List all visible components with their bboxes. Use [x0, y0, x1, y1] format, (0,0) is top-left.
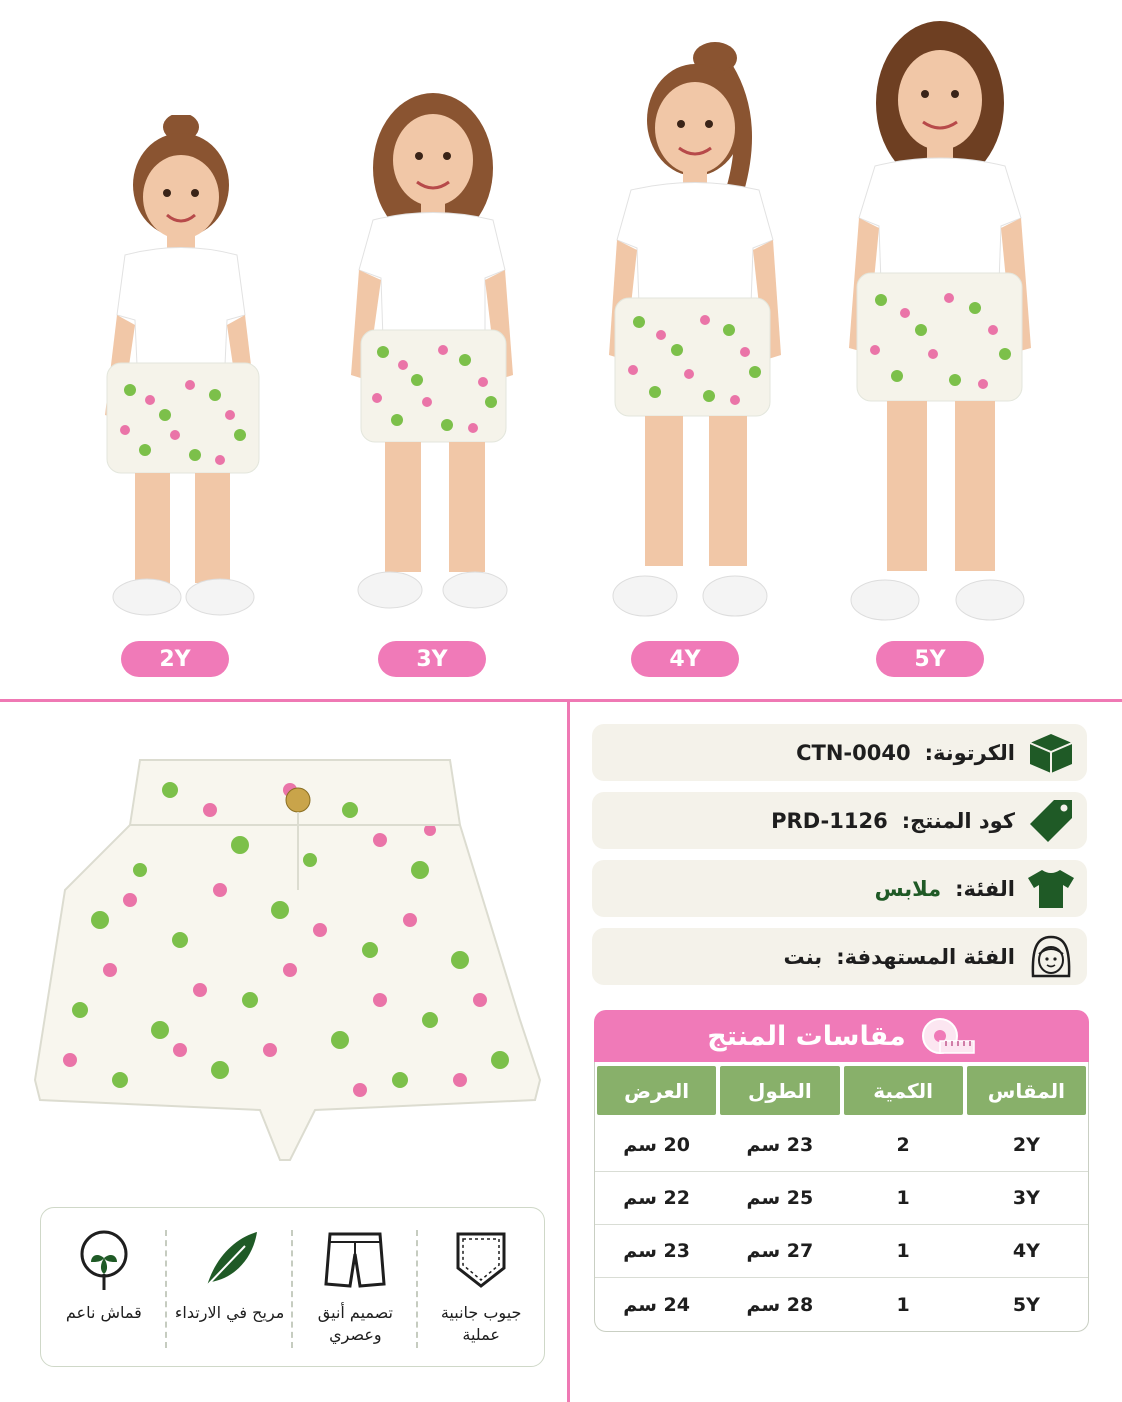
- carton-row: [592, 724, 1087, 781]
- girl-face-icon: [1028, 934, 1074, 980]
- feature-comfort: [167, 1208, 293, 1366]
- size-pill-5y: 5Y: [876, 641, 984, 677]
- cell-width: 20 سم: [623, 1134, 690, 1156]
- cotton-icon: [69, 1228, 139, 1292]
- header-size: المقاس: [967, 1066, 1086, 1115]
- vertical-divider: [567, 702, 570, 1402]
- cell-width: 23 سم: [623, 1240, 690, 1262]
- cell-length: 25 سم: [746, 1187, 814, 1209]
- header-length: الطول: [720, 1066, 839, 1115]
- pocket-icon: [446, 1228, 516, 1292]
- cell-length: 27 سم: [746, 1240, 814, 1262]
- box-icon: [1028, 732, 1074, 774]
- model-4y-photo: [605, 40, 785, 630]
- feature-label: جيوب جانبية عملية: [440, 1303, 522, 1344]
- cell-size: 2Y: [1012, 1134, 1040, 1156]
- model-3y-photo: [345, 90, 520, 630]
- cell-quantity: 2: [896, 1134, 910, 1156]
- target-value: بنت: [783, 944, 823, 969]
- measuring-tape-icon: [920, 1016, 976, 1056]
- horizontal-divider: [0, 699, 1122, 702]
- sizes-title: مقاسات المنتج: [707, 1020, 906, 1052]
- category-value: ملابس: [874, 876, 942, 901]
- sizes-table: [594, 1062, 1089, 1332]
- model-5y-photo: [845, 18, 1035, 630]
- size-pill-3y: 3Y: [378, 641, 486, 677]
- cell-width: 24 سم: [623, 1293, 690, 1316]
- table-row: [595, 1278, 1088, 1331]
- table-header-row: [595, 1062, 1088, 1119]
- carton-value: CTN-0040: [796, 740, 911, 765]
- size-pill-2y: 2Y: [121, 641, 229, 677]
- cell-length: 28 سم: [746, 1293, 814, 1316]
- feature-pockets: [418, 1208, 544, 1366]
- cell-size: 5Y: [1012, 1293, 1040, 1316]
- tshirt-icon: [1026, 868, 1076, 910]
- category-row: [592, 860, 1087, 917]
- feature-label: قماش ناعم: [65, 1303, 142, 1322]
- feature-design: [293, 1208, 419, 1366]
- product-code-label: كود المنتج:: [901, 808, 1015, 833]
- carton-label: الكرتونة:: [924, 740, 1015, 765]
- feature-label: تصميم أنيق وعصري: [317, 1303, 393, 1344]
- feather-icon: [195, 1228, 265, 1292]
- feature-fabric: [41, 1208, 167, 1366]
- cell-quantity: 1: [896, 1240, 910, 1262]
- header-width: العرض: [597, 1066, 716, 1115]
- table-row: [595, 1172, 1088, 1225]
- cell-width: 22 سم: [623, 1187, 690, 1209]
- cell-size: 3Y: [1012, 1187, 1040, 1209]
- target-row: [592, 928, 1087, 985]
- model-2y-photo: [95, 115, 270, 630]
- product-code-value: PRD-1126: [771, 808, 888, 833]
- cell-length: 23 سم: [746, 1134, 814, 1156]
- sizes-header: [594, 1010, 1089, 1062]
- cell-quantity: 1: [896, 1187, 910, 1209]
- features-box: [40, 1207, 545, 1367]
- product-shorts-image: [20, 750, 545, 1170]
- header-quantity: الكمية: [844, 1066, 963, 1115]
- table-row: [595, 1225, 1088, 1278]
- cell-quantity: 1: [896, 1293, 910, 1316]
- product-code-row: [592, 792, 1087, 849]
- category-label: الفئة:: [955, 876, 1015, 901]
- shorts-outline-icon: [320, 1228, 390, 1292]
- cell-size: 4Y: [1012, 1240, 1040, 1262]
- tag-icon: [1028, 798, 1074, 844]
- size-models-strip: [0, 0, 1122, 700]
- feature-label: مريح في الارتداء: [174, 1303, 285, 1322]
- size-pill-4y: 4Y: [631, 641, 739, 677]
- target-label: الفئة المستهدفة:: [836, 944, 1015, 969]
- table-row: [595, 1119, 1088, 1172]
